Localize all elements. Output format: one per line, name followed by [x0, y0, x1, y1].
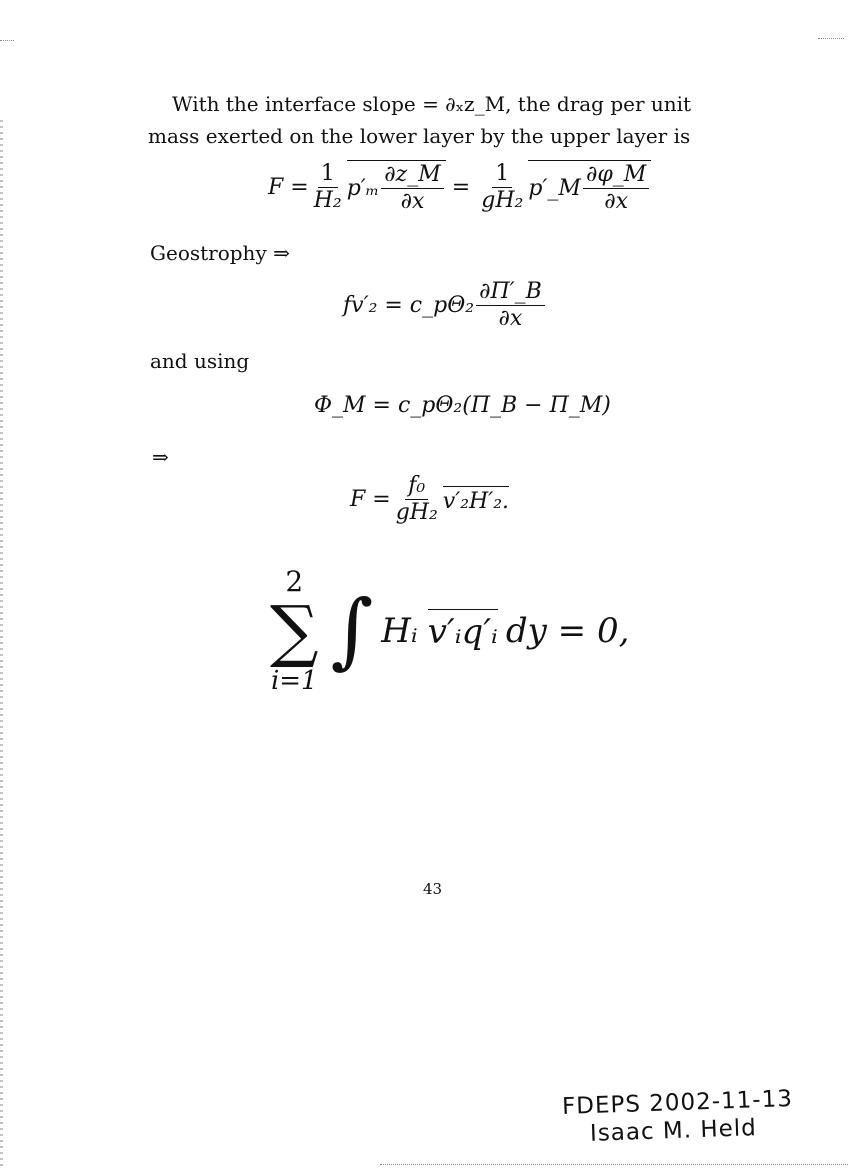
page-number: 43	[423, 880, 443, 898]
eq2-frac-den: ∂x	[498, 306, 523, 332]
eq1-frac-c-num: 1	[492, 162, 512, 188]
eq1-frac-d	[583, 163, 649, 214]
eq1-frac-a	[311, 162, 345, 213]
sum-symbol: ∑	[270, 592, 319, 671]
eq1-frac-d-den: ∂x	[604, 189, 628, 215]
eq5-rest: dy = 0,	[505, 610, 630, 651]
equation-geostrophy	[343, 280, 547, 331]
implies-label: ⇒	[152, 445, 169, 469]
eq4-rhs: v′₂H′₂.	[443, 486, 509, 514]
scan-mark-bottom	[380, 1164, 848, 1165]
scan-edge	[0, 120, 3, 1169]
equation-potential: Φ_M = c_pΘ₂(Π_B − Π_M)	[314, 393, 611, 418]
scan-mark-right	[818, 38, 844, 39]
handwritten-note-line-2: Isaac M. Held	[589, 1115, 758, 1147]
eq5-vq: v′ᵢq′ᵢ	[428, 609, 498, 652]
eq5-lower-limit: i=1	[270, 666, 318, 696]
eq1-frac-c-den: gH₂	[481, 187, 524, 213]
equation-sum-integral	[270, 565, 629, 696]
eq1-frac-b-num: ∂z_M	[381, 163, 444, 189]
eq1-frac-b	[381, 163, 444, 214]
eq4-frac	[393, 474, 441, 525]
eq1-frac-a-num: 1	[318, 162, 338, 188]
eq4-frac-den: gH₂	[395, 500, 438, 526]
eq2-frac-num: ∂Π′_B	[476, 280, 545, 306]
eq1-frac-c	[478, 162, 526, 213]
eq1-frac-b-den: ∂x	[400, 189, 425, 215]
eq1-p-M: p′_M	[528, 176, 581, 202]
eq2-lhs: fv′₂ = c_pΘ₂	[343, 293, 475, 319]
paragraph-line-2: mass exerted on the lower layer by the upper layer is	[148, 124, 691, 148]
and-using-label: and using	[150, 349, 250, 373]
equation-drag	[268, 160, 651, 214]
geostrophy-label: Geostrophy ⇒	[150, 241, 290, 265]
eq5-upper-limit: 2	[285, 565, 304, 598]
eq1-equals: =	[451, 174, 471, 200]
scan-mark-left	[0, 40, 14, 41]
eq1-frac-d-num: ∂φ_M	[583, 163, 649, 189]
eq1-lhs: F =	[268, 174, 309, 200]
eq4-frac-num: f₀	[405, 474, 428, 500]
eq4-lhs: F =	[350, 487, 391, 513]
eq1-p-m: p′ₘ	[346, 176, 380, 202]
eq1-frac-a-den: H₂	[313, 187, 342, 213]
equation-drag-result	[350, 474, 509, 525]
eq5-H: Hᵢ	[381, 610, 418, 651]
eq2-frac	[476, 280, 545, 331]
eq1-overline-a	[347, 160, 446, 214]
eq5-summation	[270, 565, 319, 696]
eq1-overline-b	[528, 160, 651, 214]
paragraph-line-1: With the interface slope = ∂ₓz_M, the drag per unit	[172, 92, 692, 116]
handwritten-note-line-1: FDEPS 2002-11-13	[561, 1085, 794, 1121]
integral-symbol: ∫	[330, 582, 374, 678]
